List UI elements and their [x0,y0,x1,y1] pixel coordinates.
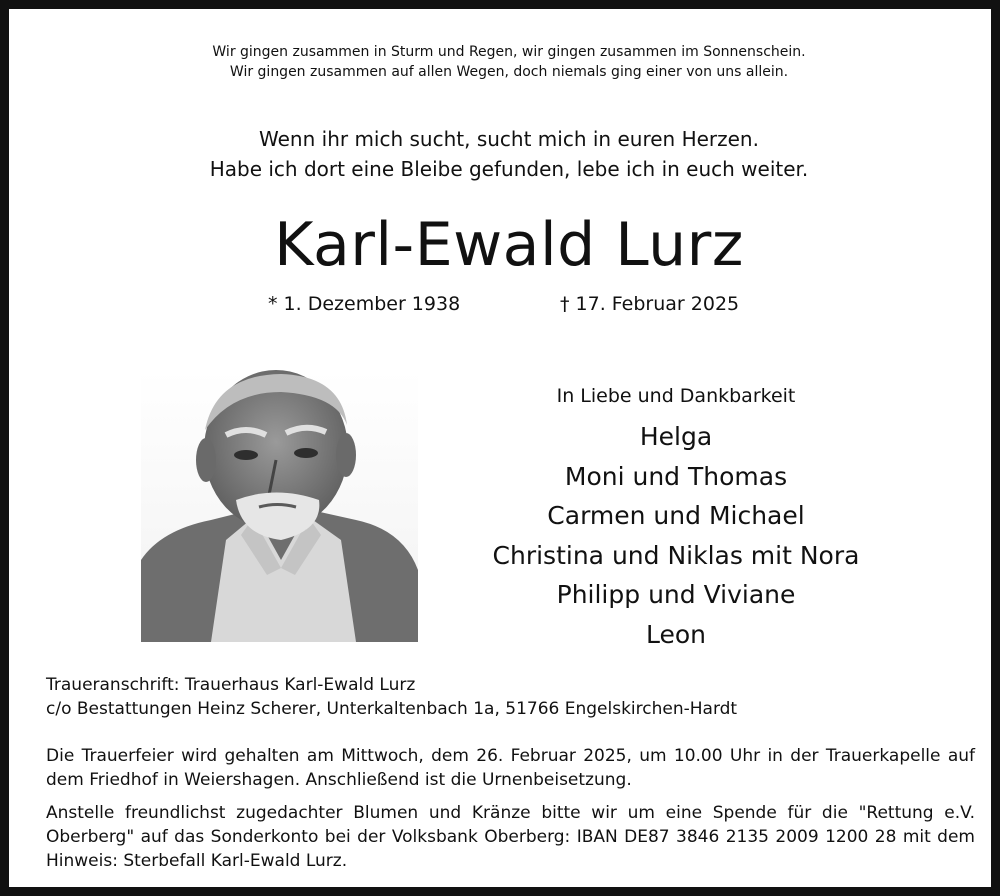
motto-line: Wir gingen zusammen auf allen Wegen, doch niemals ging einer von uns allein. [229,64,789,80]
ceremony-notice: Die Trauerfeier wird gehalten am Mittwoch, dem 26. Februar 2025, um 10.00 Uhr in der Trauerkapelle auf dem Friedhof in Weiershagen. Anschließend ist die Urnenbeisetzung. [46,746,975,790]
motto-line: Wir gingen zusammen in Sturm und Regen, wir gingen zusammen im Sonnenschein. [212,44,806,60]
verse-line: Wenn ihr mich sucht, sucht mich in euren Herzen. [259,127,759,151]
family-member: Helga [639,422,713,451]
deceased-name: Karl-Ewald Lurz [274,210,744,280]
motto-poem [9,42,1000,82]
verse [9,124,1000,184]
family-member: Moni und Thomas [564,461,788,491]
birth-date: * 1. Dezember 1938 [268,293,461,315]
family-intro: In Liebe und Dankbarkeit [556,385,796,407]
address-line: Traueranschrift: Trauerhaus Karl-Ewald Lurz [46,675,416,695]
family-member: Christina und Niklas mit Nora [492,540,860,570]
donation-notice: Anstelle freundlichst zugedachter Blumen und Kränze bitte wir um eine Spende für die "Rettung e.V. Oberberg" auf das Sonderkonto bei der Volksbank Oberberg: IBAN DE87 3846 2135 2009 1200 28 mit dem Hinweis: Sterbefall Karl-Ewald Lurz. [46,803,975,871]
death-date: † 17. Februar 2025 [560,293,740,315]
family-member: Leon [645,619,706,649]
address-line: c/o Bestattungen Heinz Scherer, Unterkaltenbach 1a, 51766 Engelskirchen-Hardt [46,699,738,719]
portrait-photo [141,370,418,642]
mourning-address [46,673,975,721]
family-member: Carmen und Michael [547,501,805,530]
verse-line: Habe ich dort eine Bleibe gefunden, lebe ich in euch weiter. [209,157,809,181]
family-member: Philipp und Viviane [556,580,796,609]
family-signatures [439,381,913,654]
